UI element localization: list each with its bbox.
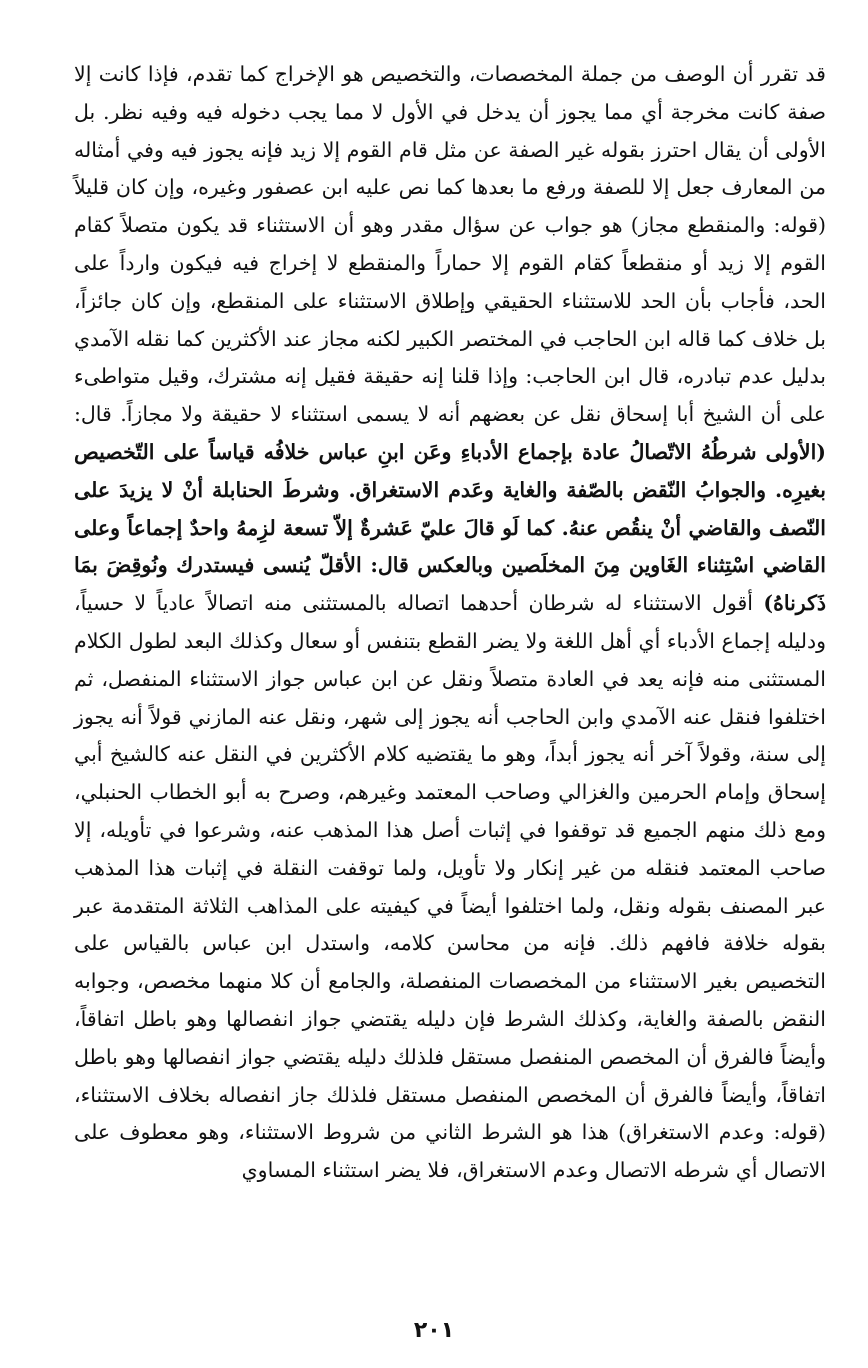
page-body xyxy=(74,56,826,1306)
text-run-plain: أقول الاستثناء له شرطان أحدهما اتصاله بالمستثنى منه اتصالاً عادياً لا حسياً، ودليله إجماع الأدباء أي أهل اللغة ولا يضر القطع بتنفس أو سعال وكذلك البعد لطول الكلام المستثنى منه فإنه يعد في العادة متصلاً ونقل عن ابن عباس جواز الاستثناء المنفصل، ثم اختلفوا فنقل عنه الآمدي وابن الحاجب أنه يجوز إلى شهر، ونقل عنه المازني قولاً أنه يجوز إلى سنة، وقولاً آخر أنه يجوز أبداً، وهو ما يقتضيه كلام الأكثرين في النقل عنه كالشيخ أبي إسحاق وإمام الحرمين والغزالي وصاحب المعتمد وغيرهم، وصرح به أبو الخطاب الحنبلي، ومع ذلك منهم الجميع قد توقفوا في إثبات أصل هذا المذهب عنه، وشرعوا في تأويله، إلا صاحب المعتمد فنقله من غير إنكار ولا تأويل، ولما توقفت النقلة في إثبات هذا المذهب عبر المصنف بقوله ونقل، ولما اختلفوا أيضاً في كيفيته على المذاهب الثلاثة المتقدمة عبر بقوله خلافة فافهم ذلك. فإنه من محاسن كلامه، واستدل ابن عباس بالقياس على التخصيص بغير الاستثناء من المخصصات المنفصلة، والجامع أن كلا منهما مخصص، وجوابه النقض بالصفة والغاية، وكذلك الشرط فإن دليله يقتضي جواز انفصالها وهو باطل اتفاقاً، وأيضاً فالفرق أن المخصص المنفصل مستقل فلذلك دليله يقتضي جواز انفصالها وهو باطل اتفاقاً، وأيضاً فالفرق أن المخصص المنفصل مستقل فلذلك جاز انفصاله بخلاف الاستثناء، (قوله: وعدم الاستغراق) هذا هو الشرط الثاني من شروط الاستثناء، وهو معطوف على الاتصال أي شرطه الاتصال وعدم الاستغراق، فلا يضر استثناء المساوي xyxy=(74,591,826,1183)
paragraph xyxy=(74,56,826,1190)
text-run-bold-quote: (الأولى شرطُهُ الاتّصالُ عادة بإجماع الأدباءِ وعَن ابنِ عباس خلافُه قياساً على التّخصيص بغيرِه. والجوابُ النّقض بالصّفة والغاية وعَدم الاستغراق. وشرطَ الحنابلة أنْ لا يزيدَ على النّصف والقاضي أنْ ينقُص عنهُ. كما لَو قالَ عليّ عَشرةٌ إلاّ تسعة لزِمهُ واحدٌ إجماعاً وعلى القاضي اسْتِثناء الغَاوين مِنَ المخلَصين وبالعكس قال: الأقلّ يُنسى فيستدرك ونُوقِضَ بمَا ذَكرناهُ) xyxy=(74,439,826,616)
page-text xyxy=(74,56,826,1190)
page-number: ٢٠١ xyxy=(413,1318,455,1343)
text-run-plain: قد تقرر أن الوصف من جملة المخصصات، والتخصيص هو الإخراج كما تقدم، فإذا كانت إلا صفة كانت مخرجة أي مما يجوز أن يدخل في الأول لا مما يجب دخوله فيه وفيه نظر. بل الأولى أن يقال احترز بقوله غير الصفة عن مثل قام القوم إلا زيد فإنه يجوز فيه وفي أمثاله من المعارف جعل إلا للصفة ورفع ما بعدها كما نص عليه ابن عصفور وغيره، وإن كان قليلاً (قوله: والمنقطع مجاز) هو جواب عن سؤال مقدر وهو أن الاستثناء قد يكون متصلاً كقام القوم إلا زيد أو منقطعاً كقام القوم إلا حماراً والمنقطع لا إخراج فيه فيكون وارداً على الحد، فأجاب بأن الحد للاستثناء الحقيقي وإطلاق الاستثناء على المنقطع، وإن كان جائزاً، بل خلاف كما قاله ابن الحاجب في المختصر الكبير لكنه مجاز عند الأكثرين كما نقله الآمدي بدليل عدم تبادره، قال ابن الحاجب: وإذا قلنا إنه حقيقة فقيل إنه مشترك، وقيل متواطىء على أن الشيخ أبا إسحاق نقل عن بعضهم أنه لا يسمى استثناء لا حقيقة ولا مجازاً. قال: xyxy=(74,62,826,427)
